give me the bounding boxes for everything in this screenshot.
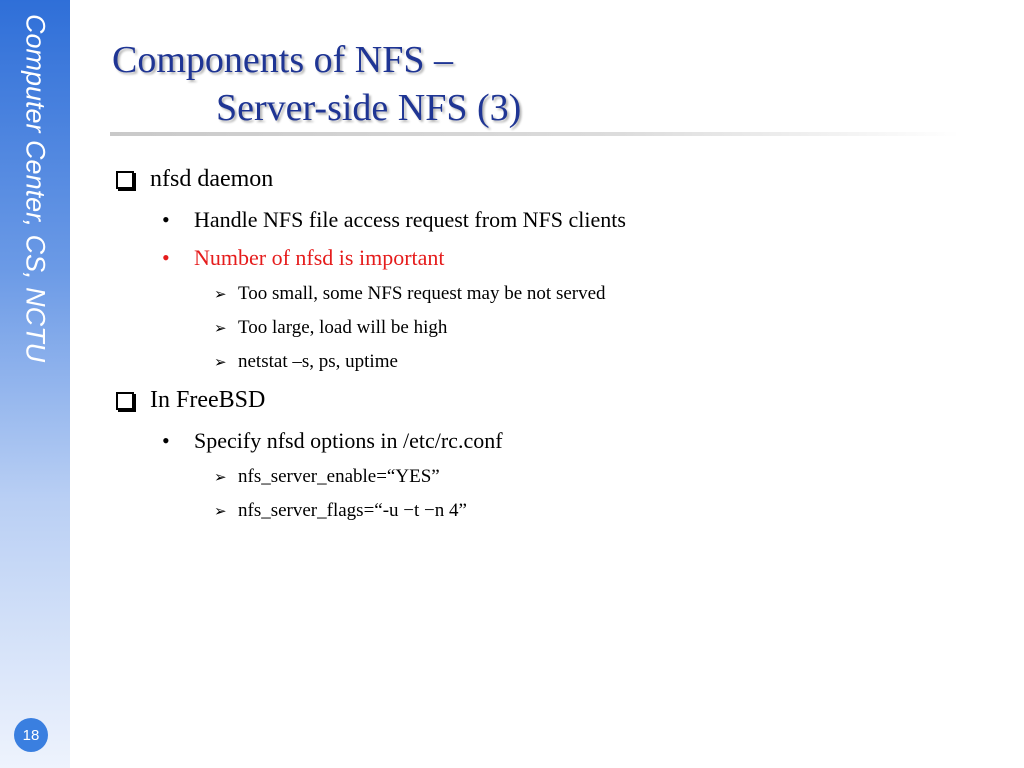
sidebar-caption: Computer Center, CS, NCTU (20, 14, 51, 363)
bullet-text: Handle NFS file access request from NFS clients (194, 207, 626, 232)
bullet-server-flags (214, 500, 467, 522)
bullet-dot: • (162, 207, 170, 232)
bullet-text: netstat –s, ps, uptime (238, 351, 398, 372)
bullet-specify-options (162, 428, 503, 454)
title-line-1: Components of NFS – (112, 39, 453, 81)
bullet-nfsd-daemon (116, 166, 273, 193)
checkbox-bullet-icon (116, 171, 134, 189)
arrow-bullet-icon: ➢ (214, 285, 227, 303)
bullet-too-large (214, 317, 447, 339)
bullet-text: nfs_server_flags=“-u −t −n 4” (238, 500, 467, 521)
bullet-text: Too large, load will be high (238, 317, 448, 338)
bullet-number-of-nfsd (162, 245, 445, 271)
page-number-badge: 18 (14, 718, 48, 752)
bullet-in-freebsd (116, 387, 265, 414)
bullet-text: In FreeBSD (150, 387, 266, 413)
arrow-bullet-icon: ➢ (214, 353, 227, 371)
bullet-text: Number of nfsd is important (194, 245, 445, 270)
bullet-handle-requests (162, 207, 626, 233)
arrow-bullet-icon: ➢ (214, 468, 227, 486)
arrow-bullet-icon: ➢ (214, 319, 227, 337)
title-line-2: Server-side NFS (3) (216, 87, 522, 129)
bullet-server-enable (214, 466, 440, 488)
bullet-text: nfs_server_enable=“YES” (238, 466, 440, 487)
checkbox-bullet-icon (116, 392, 134, 410)
bullet-dot: • (162, 245, 170, 270)
arrow-bullet-icon: ➢ (214, 502, 227, 520)
bullet-too-small (214, 283, 606, 305)
bullet-text: Too small, some NFS request may be not served (238, 283, 606, 304)
bullet-dot: • (162, 428, 170, 453)
bullet-netstat (214, 351, 398, 373)
bullet-text: Specify nfsd options in /etc/rc.conf (194, 428, 503, 453)
bullet-text: nfsd daemon (150, 166, 274, 192)
